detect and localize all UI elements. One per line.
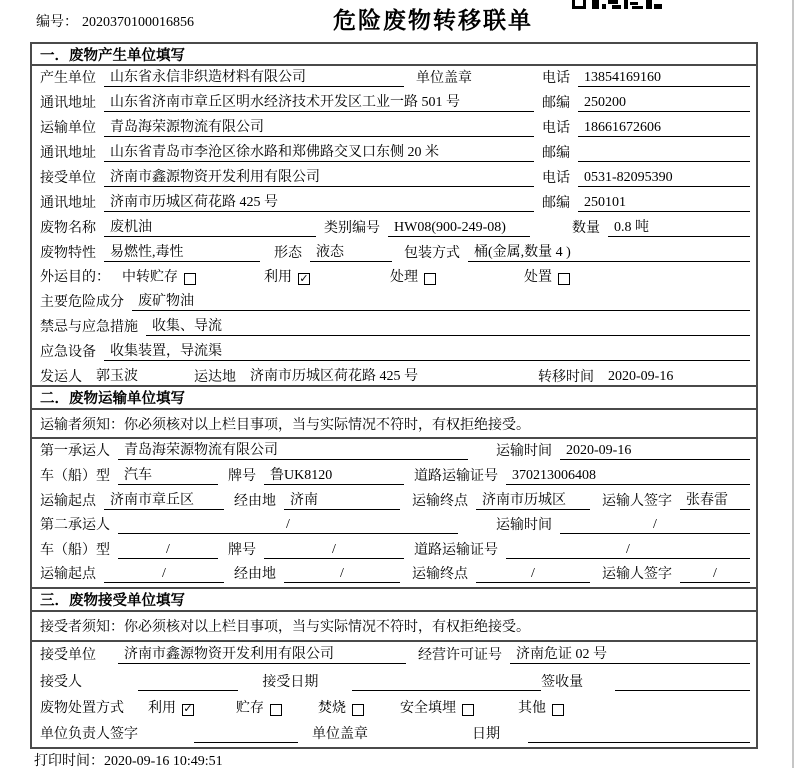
row-emergency-equipment: [32, 340, 756, 365]
end1-value: 济南市历城区: [476, 489, 590, 510]
receiver-notice-text: 你必须核对以上栏目事项，当与实际情况不符时，有权拒绝接受。: [124, 620, 530, 635]
row-hazard-component: [32, 290, 756, 315]
transporter-notice-label: 运输者须知：: [40, 417, 124, 433]
sign1-value: 张春雷: [680, 489, 750, 510]
destination-label: 运达地: [194, 370, 236, 385]
taboo-label: 禁忌与应急措施: [40, 320, 138, 335]
plate2-value: /: [264, 542, 404, 559]
checkbox-dispose: [558, 273, 570, 285]
row-waste-name: [32, 216, 756, 241]
form-table: [30, 42, 758, 749]
disposal-option-label: 贮存: [236, 700, 264, 716]
transporter-notice-text: 你必须核对以上栏目事项，当与实际情况不符时，有权拒绝接受。: [124, 417, 530, 433]
disposal-option-label: 利用: [148, 700, 176, 716]
transporter-value: 青岛海荣源物流有限公司: [104, 116, 534, 137]
row-disposal: [32, 695, 756, 721]
equipment-label: 应急设备: [40, 345, 96, 360]
hazard-label: 主要危险成分: [40, 295, 124, 310]
section1-body: [32, 66, 756, 385]
sign2-value: /: [680, 566, 750, 583]
section3-body: [32, 642, 756, 747]
row-purpose: [32, 266, 756, 290]
row-taboo-measures: [32, 315, 756, 340]
transporter-zip-label: 邮编: [542, 146, 570, 161]
waste-name-value: 废机油: [104, 216, 316, 237]
receiver-zip-value: 250101: [578, 195, 750, 212]
carrier1-label: 第一承运人: [40, 444, 110, 459]
permit-value: 济南危证 02 号: [510, 643, 750, 664]
via2-value: /: [284, 566, 400, 583]
equipment-value: 收集装置，导流渠: [104, 340, 750, 361]
via1-label: 经由地: [234, 494, 276, 509]
form-value: 液态: [310, 241, 392, 262]
end2-value: /: [476, 566, 590, 583]
character-label: 废物特性: [40, 246, 96, 261]
disposal-option-label: 安全填埋: [400, 700, 456, 716]
category-label: 类别编号: [324, 221, 380, 236]
transporter-address-label: 通讯地址: [40, 146, 96, 161]
character-value: 易燃性,毒性: [104, 241, 260, 262]
row-vehicle1: [32, 464, 756, 489]
checkbox-treat: [424, 273, 436, 285]
disposal-option-incinerate: [318, 697, 364, 717]
origin2-value: /: [104, 566, 224, 583]
hazard-value: 废矿物油: [132, 290, 750, 311]
disposal-label: 废物处置方式: [40, 700, 124, 716]
page-title: 危险废物转移联单: [333, 8, 533, 33]
transport-time2-label: 运输时间: [496, 518, 552, 534]
transporter-zip-value: [578, 145, 750, 162]
origin1-value: 济南市章丘区: [104, 489, 224, 510]
sign-qty-value: [615, 674, 750, 691]
qr-code-partial: [572, 0, 662, 10]
receiver-address-value: 济南市历城区荷花路 425 号: [104, 191, 534, 212]
producer-label: 产生单位: [40, 71, 96, 86]
producer-value: 山东省永信非织造材料有限公司: [104, 66, 404, 87]
producer-address-value: 山东省济南市章丘区明水经济技术开发区工业一路 501 号: [104, 91, 534, 112]
transporter-phone-value: 18661672606: [578, 120, 750, 137]
road-license2-label: 道路运输证号: [414, 542, 498, 558]
purpose-option-utilize: [264, 266, 310, 286]
leader-sign-label: 单位负责人签字: [40, 727, 138, 742]
row-carrier1: [32, 439, 756, 464]
row-route1: [32, 489, 756, 514]
date-value: [528, 726, 750, 743]
checkbox-store: [270, 704, 282, 716]
section2-notice: [32, 410, 756, 439]
producer-phone-label: 电话: [542, 71, 570, 86]
road-license1-value: 370213006408: [506, 468, 750, 485]
producer-address-label: 通讯地址: [40, 96, 96, 111]
section3-notice: [32, 612, 756, 642]
sign1-label: 运输人签字: [602, 494, 672, 509]
checkbox-other: [552, 704, 564, 716]
transporter-label: 运输单位: [40, 121, 96, 136]
destination-value: 济南市历城区荷花路 425 号: [244, 365, 496, 386]
carrier1-value: 青岛海荣源物流有限公司: [118, 439, 468, 460]
quantity-label: 数量: [572, 221, 600, 236]
transporter-phone-label: 电话: [542, 121, 570, 136]
category-value: HW08(900-249-08): [388, 220, 530, 237]
section2-header: 二．废物运输单位填写: [32, 385, 756, 410]
plate1-label: 牌号: [228, 469, 256, 484]
row-producer: [32, 66, 756, 91]
page-edge-rule: [792, 0, 794, 768]
vehicle1-value: 汽车: [118, 464, 218, 485]
taboo-value: 收集、导流: [146, 315, 750, 336]
row-accept-unit: [32, 642, 756, 668]
purpose-option-label: 处置: [524, 270, 552, 285]
permit-label: 经营许可证号: [418, 648, 502, 664]
receiver-phone-value: 0531-82095390: [578, 170, 750, 187]
transport-time2-value: /: [560, 517, 750, 534]
accept-date-value: [352, 674, 541, 691]
end1-label: 运输终点: [412, 494, 468, 509]
row-transporter: [32, 116, 756, 141]
receiver-label: 接受单位: [40, 171, 96, 186]
unit-seal-label2: 单位盖章: [312, 727, 368, 742]
row-waste-character: [32, 241, 756, 266]
receiver-zip-label: 邮编: [542, 196, 570, 211]
transfer-time-label: 转移时间: [538, 370, 594, 385]
purpose-option-treat: [390, 266, 436, 286]
purpose-option-label: 中转贮存: [122, 270, 178, 285]
checkbox-incinerate: [352, 704, 364, 716]
producer-zip-value: 250200: [578, 95, 750, 112]
date-label: 日期: [472, 727, 500, 742]
via1-value: 济南: [284, 489, 400, 510]
section3-header: 三．废物接受单位填写: [32, 587, 756, 612]
section1-header: 一．废物产生单位填写: [32, 44, 756, 66]
serial-number: 2020370100016856: [82, 15, 194, 30]
unit-seal-label: 单位盖章: [416, 71, 472, 86]
producer-phone-value: 13854169160: [578, 70, 750, 87]
checkbox-utilize-disposal: [182, 704, 194, 716]
sender-label: 发运人: [40, 370, 82, 385]
print-time-line: [34, 750, 223, 770]
row-producer-address: [32, 91, 756, 116]
vehicle2-label: 车（船）型: [40, 542, 110, 558]
print-time-label: 打印时间：: [34, 754, 104, 769]
packing-value: 桶(金属,数量 4 ): [468, 241, 750, 262]
row-receiver-address: [32, 191, 756, 216]
carrier2-value: /: [118, 517, 458, 534]
section2-body: [32, 439, 756, 587]
receiver-phone-label: 电话: [542, 171, 570, 186]
acceptor-value: [138, 674, 238, 691]
purpose-option-label: 处理: [390, 270, 418, 285]
accept-date-label: 接受日期: [262, 674, 319, 690]
print-time-value: 2020-09-16 10:49:51: [104, 754, 223, 769]
row-route2: [32, 563, 756, 587]
checkbox-secure-landfill: [462, 704, 474, 716]
acceptor-label: 接受人: [40, 674, 82, 690]
via2-label: 经由地: [234, 566, 276, 582]
disposal-option-utilize: [148, 697, 194, 717]
accept-unit-label: 接受单位: [40, 648, 96, 664]
disposal-option-label: 其他: [518, 700, 546, 716]
road-license2-value: /: [506, 542, 750, 559]
origin1-label: 运输起点: [40, 494, 96, 509]
receiver-notice-label: 接受者须知：: [40, 620, 124, 635]
form-label: 形态: [274, 246, 302, 261]
producer-zip-label: 邮编: [542, 96, 570, 111]
row-leader-sign: [32, 721, 756, 747]
vehicle1-label: 车（船）型: [40, 469, 110, 484]
row-acceptor: [32, 668, 756, 694]
row-receiver: [32, 166, 756, 191]
transporter-address-value: 山东省青岛市李沧区徐水路和郑佛路交叉口东侧 20 米: [104, 141, 534, 162]
vehicle2-value: /: [118, 542, 218, 559]
accept-unit-value: 济南市鑫源物资开发利用有限公司: [118, 643, 406, 664]
check-mark: ✓: [299, 272, 309, 285]
sender-value: 郭玉波: [90, 365, 164, 386]
serial-label: 编号：: [36, 15, 78, 30]
disposal-option-label: 焚烧: [318, 700, 346, 716]
receiver-value: 济南市鑫源物资开发利用有限公司: [104, 166, 534, 187]
receiver-address-label: 通讯地址: [40, 196, 96, 211]
disposal-option-secure-landfill: [400, 697, 474, 717]
origin2-label: 运输起点: [40, 566, 96, 582]
quantity-value: 0.8 吨: [608, 216, 750, 237]
transport-time1-value: 2020-09-16: [560, 443, 750, 460]
purpose-option-dispose: [524, 266, 570, 286]
leader-sign-value: [194, 726, 298, 743]
disposal-option-store: [236, 697, 282, 717]
transfer-time-value: 2020-09-16: [602, 369, 750, 386]
waste-name-label: 废物名称: [40, 221, 96, 236]
sign-qty-label: 签收量: [541, 674, 584, 690]
road-license1-label: 道路运输证号: [414, 469, 498, 484]
plate2-label: 牌号: [228, 542, 256, 558]
transport-time1-label: 运输时间: [496, 444, 552, 459]
packing-label: 包装方式: [404, 246, 460, 261]
sign2-label: 运输人签字: [602, 566, 672, 582]
check-mark: ✓: [183, 703, 193, 716]
row-transporter-address: [32, 141, 756, 166]
end2-label: 运输终点: [412, 566, 468, 582]
carrier2-label: 第二承运人: [40, 518, 110, 534]
purpose-option-transfer-storage: [122, 266, 196, 286]
row-vehicle2: [32, 538, 756, 562]
disposal-option-other: [518, 697, 564, 717]
purpose-label: 外运目的：: [40, 270, 110, 285]
serial-line: [36, 11, 194, 31]
checkbox-transfer-storage: [184, 273, 196, 285]
purpose-option-label: 利用: [264, 270, 292, 285]
row-carrier2: [32, 514, 756, 538]
checkbox-utilize: [298, 273, 310, 285]
plate1-value: 鲁UK8120: [264, 464, 404, 485]
